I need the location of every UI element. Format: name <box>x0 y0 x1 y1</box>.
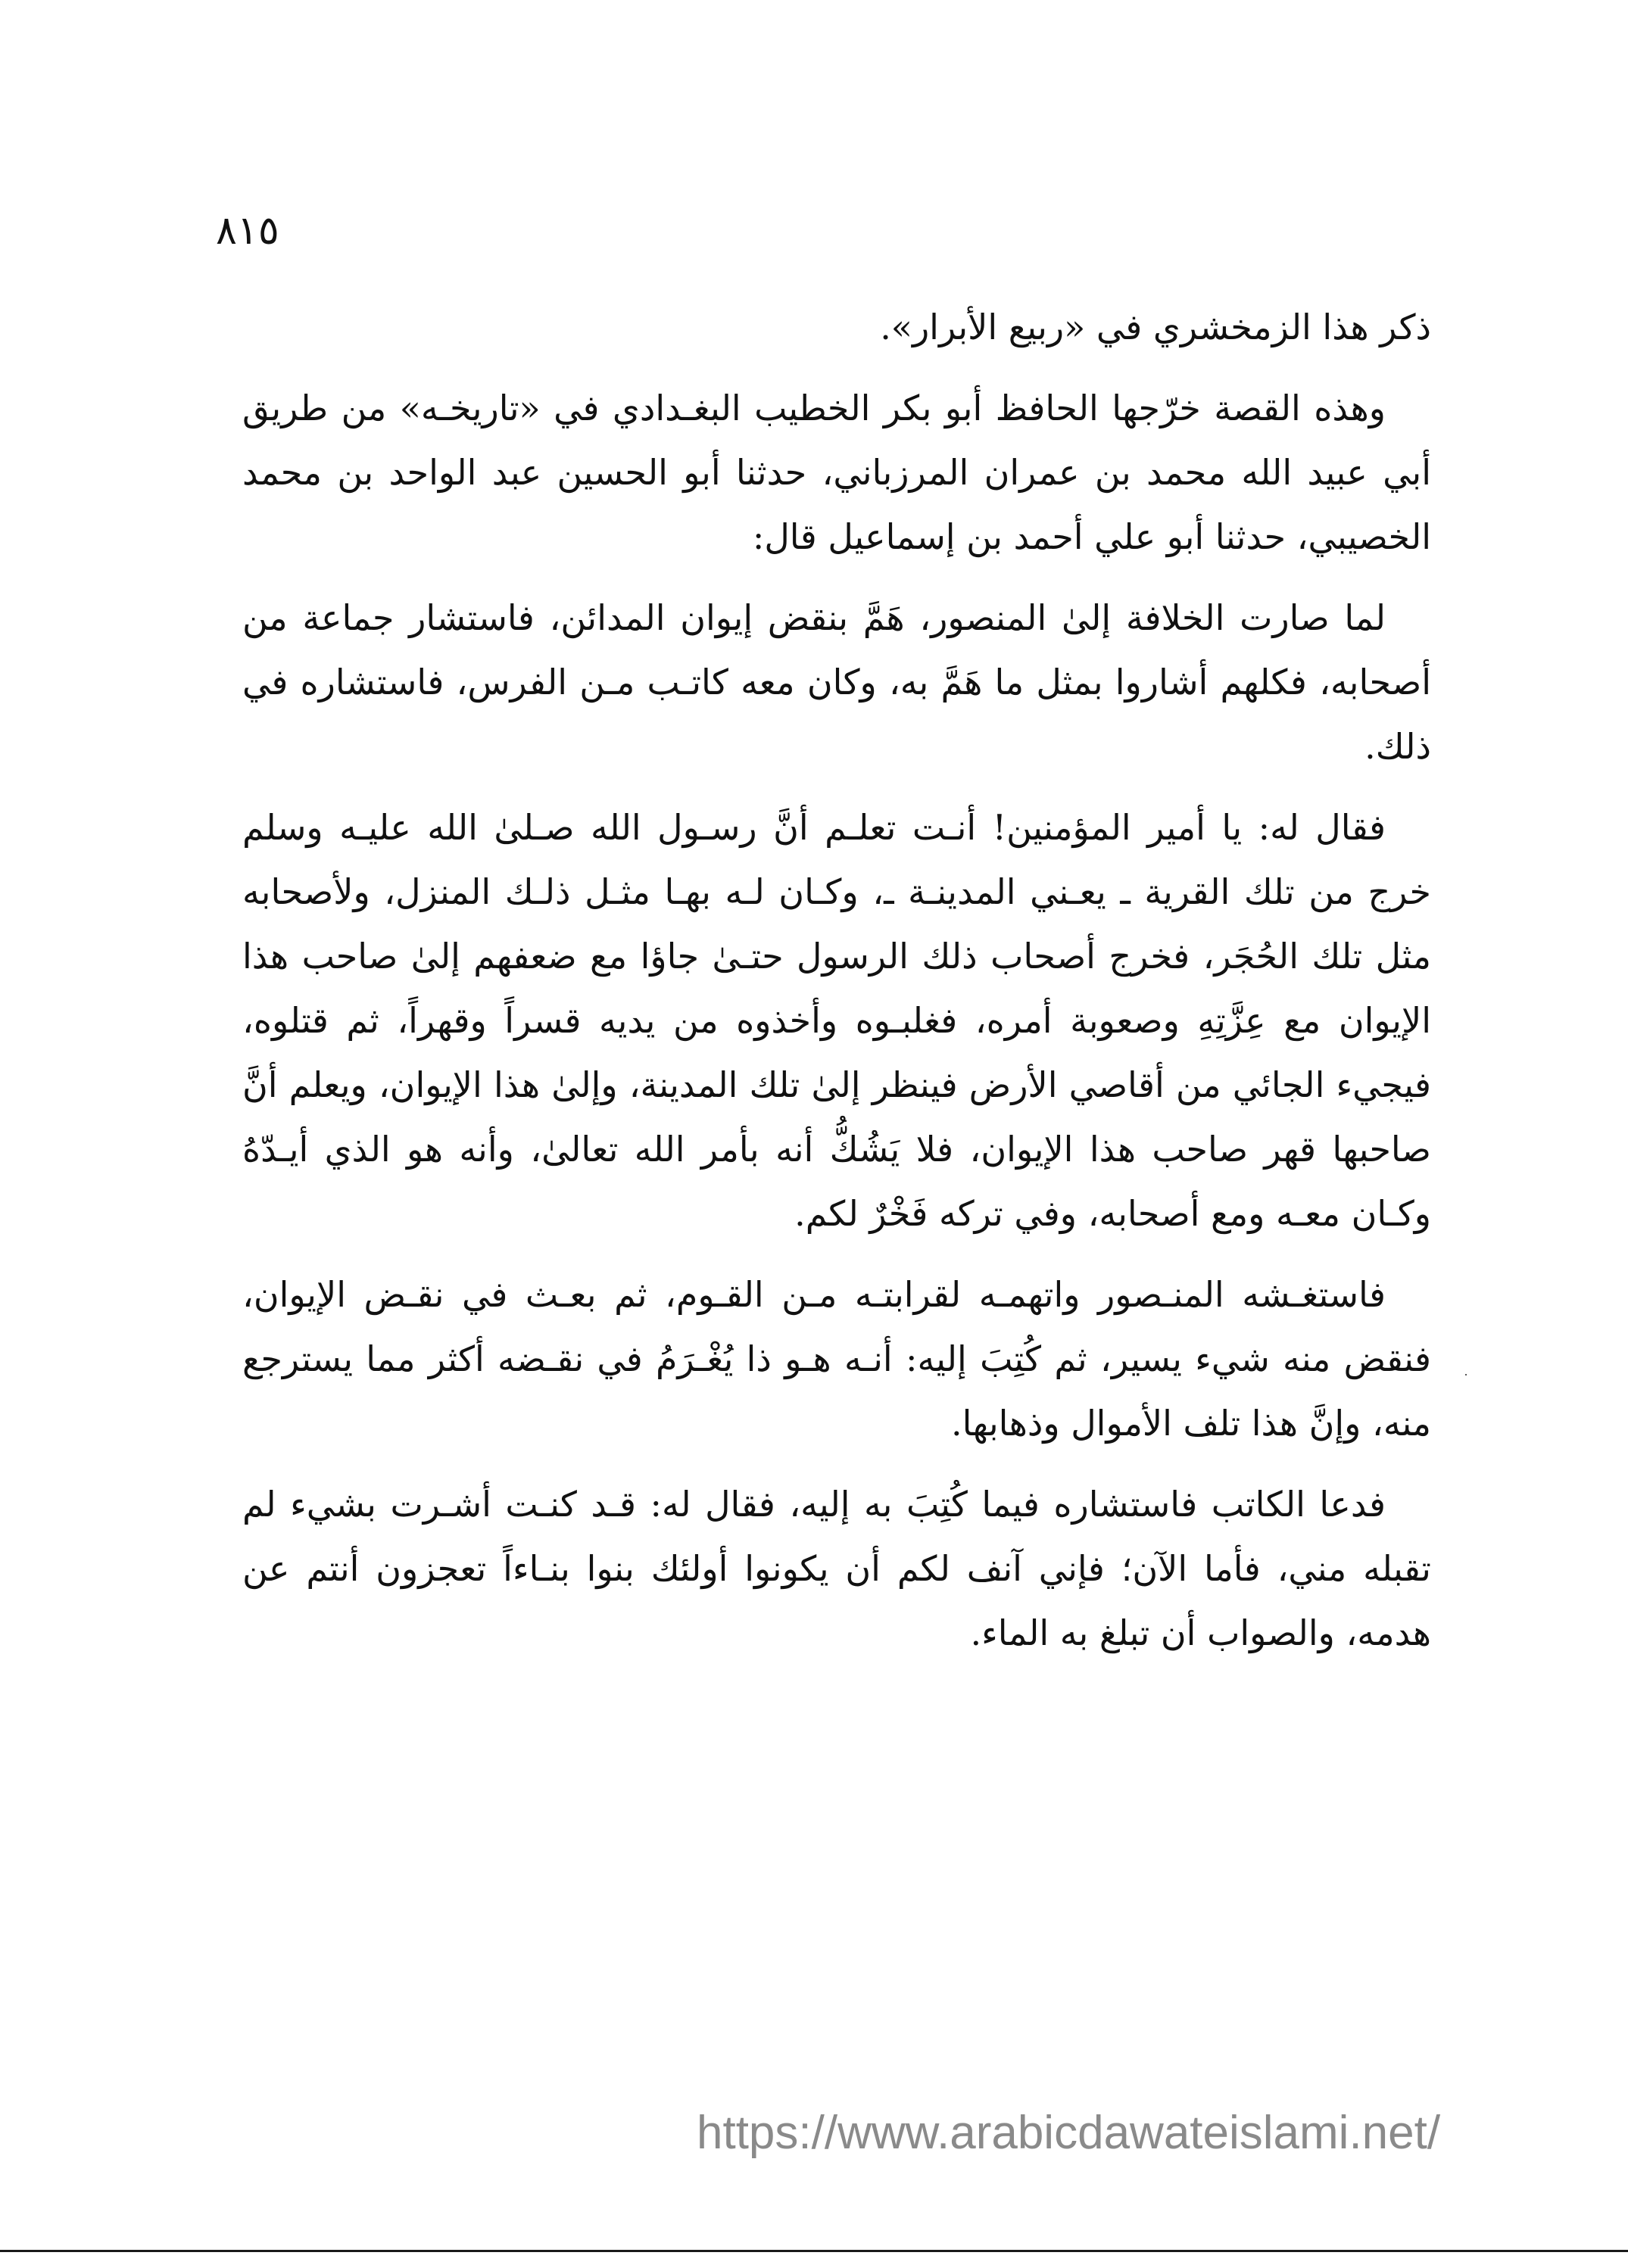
paragraph: وهذه القصة خرّجها الحافظ أبو بكر الخطيب البغـدادي في «تاريخـه» من طريق أبي عبيد الله محمد بن عمران المرزباني، حدثنا أبو الحسين عبد الواحد بن محمد الخصيبي، حدثنا أبو علي أحمد بن إسماعيل قال: <box>242 388 1431 557</box>
scan-speck <box>1465 1374 1467 1375</box>
paragraph: فدعا الكاتب فاستشاره فيما كُتِبَ به إليه، فقال له: قـد كنـت أشـرت بشيء لم تقبله مني، فأما الآن؛ فإني آنف لكم أن يكونوا أولئك بنوا بنـاءاً تعجزون أنتم عن هدمه، والصواب أن تبلغ به الماء. <box>242 1484 1431 1653</box>
paragraph: ذكر هذا الزمخشري في «ربيع الأبرار». <box>880 307 1431 347</box>
paragraph: فاستغـشه المنـصور واتهمـه لقرابتـه مـن القـوم، ثم بعـث في نقـض الإيوان، فنقض منه شيء يسير، ثم كُتِبَ إليه: أنـه هـو ذا يُغْـرَمُ في نقـضه أكثر مما يسترجع منه، وإنَّ هذا تلف الأموال وذهابها. <box>242 1274 1431 1444</box>
page-body <box>242 295 1431 1682</box>
page-number: ٨١٥ <box>216 208 279 254</box>
paragraph: لما صارت الخلافة إلىٰ المنصور، هَمَّ بنقض إيوان المدائن، فاستشار جماعة من أصحابه، فكلهم أشاروا بمثل ما هَمَّ به، وكان معه كاتـب مـن الفرس، فاستشاره في ذلك. <box>242 597 1431 767</box>
paragraph: فقال له: يا أمير المؤمنين! أنـت تعلـم أنَّ رسـول الله صـلىٰ الله عليـه وسلم خرج من تلك القرية ـ يعـني المدينـة ـ، وكـان لـه بهـا مثـل ذلـك المنزل، ولأصحابه مثل تلك الحُجَر، فخرج أصحاب ذلك الرسول حتـىٰ جاؤا مع ضعفهم إلىٰ صاحب هذا الإيوان مع عِزَّتِهِ وصعوبة أمره، فغلبـوه وأخذوه من يديه قسراً وقهراً، ثم قتلوه، فيجيء الجائي من أقاصي الأرض فينظر إلىٰ تلك المدينة، وإلىٰ هذا الإيوان، ويعلم أنَّ صاحبها قهر صاحب هذا الإيوان، فلا يَشُكُّ أنه بأمر الله تعالىٰ، وأنه هو الذي أيـدّهُ وكـان معـه ومع أصحابه، وفي تركه فَخْرٌ لكم. <box>242 807 1431 1234</box>
watermark-url: https://www.arabicdawateislami.net/ <box>697 2107 1441 2159</box>
bottom-edge-line <box>0 2250 1628 2252</box>
